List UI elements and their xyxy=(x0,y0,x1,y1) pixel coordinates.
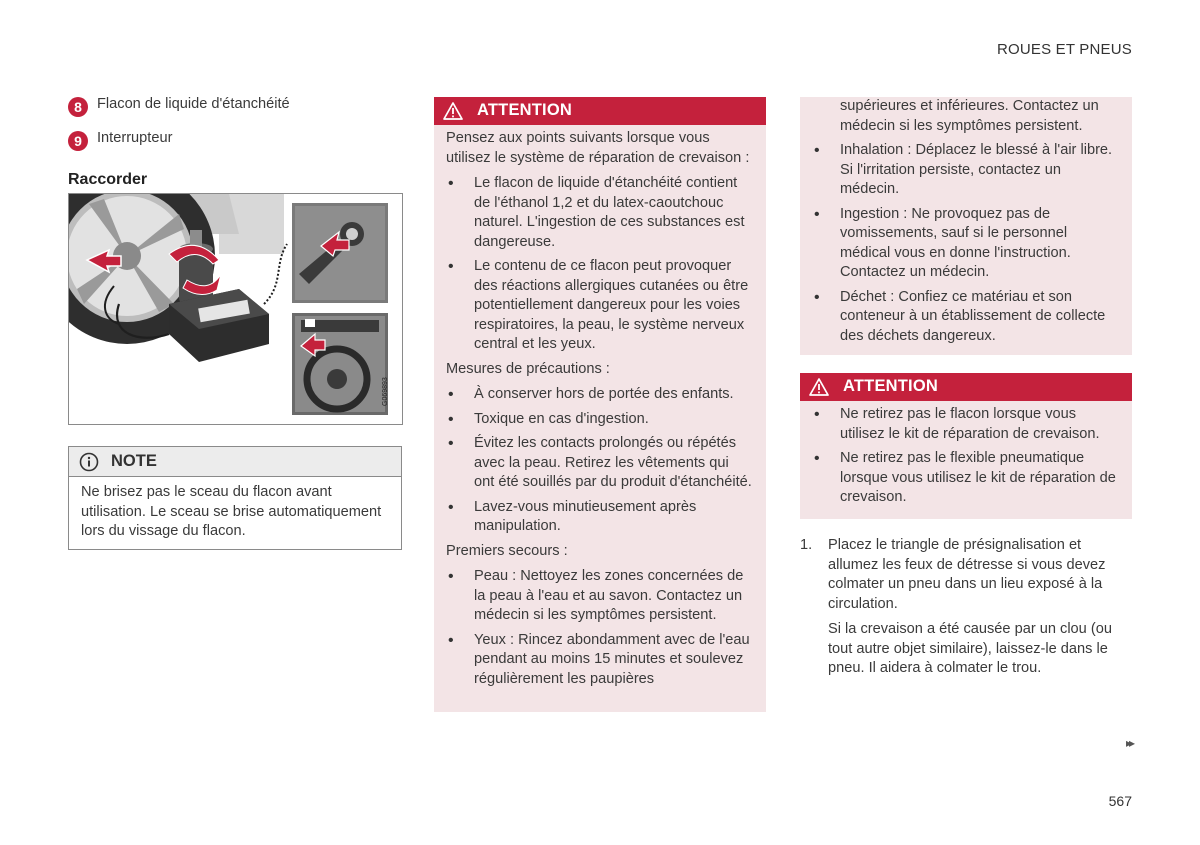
step-1 xyxy=(800,536,1130,679)
step-number: 1. xyxy=(800,537,813,553)
figure-code: G069893 xyxy=(382,377,389,406)
list-item: • Déchet : Confiez ce matériau et son conteneur à un établissement de collecte des déchets dangereux. xyxy=(812,288,1118,347)
warning-triangle-icon xyxy=(809,378,829,396)
warning-header xyxy=(800,373,1132,401)
number-badge-8: 8 xyxy=(68,97,88,117)
list-item: • Le contenu de ce flacon peut provoquer des réactions allergiques cutanées ou être potentiellement dangereux pour les voies respiratoires, la peau, le système nerveux central et les yeux. xyxy=(446,257,752,355)
dashboard-inset xyxy=(291,312,389,416)
list-item: • Inhalation : Déplacez le blessé à l'air libre. Si l'irritation persiste, contactez un médecin. xyxy=(812,141,1118,200)
list-item: • Peau : Nettoyez les zones concernées de la peau à l'eau et au savon. Contactez un médecin si les symptômes persistent. xyxy=(446,567,752,626)
note-header xyxy=(69,447,401,477)
warning-box-2 xyxy=(800,373,1132,519)
note-box xyxy=(68,446,402,550)
list-item: • Ingestion : Ne provoquez pas de vomissements, sauf si le personnel médical vous en donne l'instruction. Contactez un médecin. xyxy=(812,205,1118,283)
legend-label: Interrupteur xyxy=(97,130,173,146)
legend-item-8 xyxy=(68,95,290,117)
next-page-icon: ▸▸ xyxy=(1125,736,1132,750)
power-socket-inset xyxy=(291,202,389,304)
warning-title: ATTENTION xyxy=(843,377,938,396)
step-text: Placez le triangle de présignalisation et allumez les feux de détresse si vous devez colmater un pneu dans un lieu exposé à la circulation. xyxy=(828,537,1106,612)
list-item: • Ne retirez pas le flexible pneumatique lorsque vous utilisez le kit de réparation de crevaison. xyxy=(812,449,1118,508)
warning-triangle-icon xyxy=(443,102,463,120)
note-text: Ne brisez pas le sceau du flacon avant utilisation. Le sceau se brise automatiquement lors du vissage du flacon. xyxy=(81,484,382,539)
list-item: • Le flacon de liquide d'étanchéité contient de l'éthanol 1,2 et du latex-caoutchouc naturel. L'ingestion de ces substances est dangereuse. xyxy=(446,174,752,252)
legend-label: Flacon de liquide d'étanchéité xyxy=(97,96,290,112)
warning-box xyxy=(434,97,766,712)
warning-intro: Pensez aux points suivants lorsque vous utilisez le système de réparation de crevaison : xyxy=(446,130,750,166)
list-item: • Toxique en cas d'ingestion. xyxy=(446,410,752,430)
legend-item-9 xyxy=(68,129,172,151)
repair-kit-illustration xyxy=(68,193,403,425)
warning-box-continued xyxy=(800,97,1132,355)
list-item: • À conserver hors de portée des enfants. xyxy=(446,385,752,405)
list-item: • Yeux : Rincez abondamment avec de l'eau pendant au moins 15 minutes et soulevez régulièrement les paupières xyxy=(446,631,752,690)
list-item: • Évitez les contacts prolongés ou répétés avec la peau. Retirez les vêtements qui ont été souillés par du produit d'étanchéité. xyxy=(446,434,752,493)
step-followup: Si la crevaison a été causée par un clou (ou tout autre objet similaire), laissez-le dans le pneu. Il aidera à colmater le trou. xyxy=(828,621,1112,676)
info-icon xyxy=(79,452,99,472)
list-item: • Ne retirez pas le flacon lorsque vous utilisez le kit de réparation de crevaison. xyxy=(812,405,1118,444)
connect-heading: Raccorder xyxy=(68,171,148,188)
note-title: NOTE xyxy=(111,451,157,470)
list-item: • Lavez-vous minutieusement après manipulation. xyxy=(446,498,752,537)
section-title: ROUES ET PNEUS xyxy=(996,41,1132,58)
precautions-label: Mesures de précautions : xyxy=(446,360,610,377)
first-aid-label: Premiers secours : xyxy=(446,542,568,559)
continued-text: supérieures et inférieures. Contactez un médecin si les symptômes persistent. xyxy=(840,98,1099,134)
page-number: 567 xyxy=(1108,793,1132,809)
warning-header xyxy=(434,97,766,125)
number-badge-9: 9 xyxy=(68,131,88,151)
warning-title: ATTENTION xyxy=(477,101,572,120)
